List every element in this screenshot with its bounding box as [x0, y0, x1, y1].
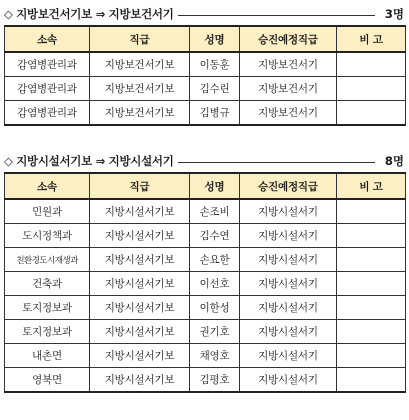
header-name: 성명 [190, 173, 240, 199]
promotion-table [4, 172, 406, 393]
table-row [5, 199, 406, 224]
cell-department: 친환경도시재생과 [5, 248, 90, 272]
cell-promotion-rank: 지방시설서기 [240, 199, 337, 224]
cell-name: 손조비 [190, 199, 240, 224]
table-row [5, 248, 406, 272]
cell-department: 도시정책과 [5, 224, 90, 248]
section-count: 3명 [382, 6, 404, 22]
cell-name: 이선호 [190, 272, 240, 296]
cell-promotion-rank: 지방시설서기 [240, 344, 337, 368]
header-promotion-rank: 승진예정직급 [240, 173, 337, 199]
table-row [5, 101, 406, 126]
cell-remarks [337, 224, 406, 248]
cell-department: 영북면 [5, 368, 90, 393]
table-row [5, 52, 406, 77]
header-remarks: 비 고 [337, 173, 406, 199]
table-header-row [5, 173, 406, 199]
cell-remarks [337, 368, 406, 393]
cell-rank: 지방시설서기보 [90, 344, 190, 368]
cell-remarks [337, 296, 406, 320]
cell-promotion-rank: 지방시설서기 [240, 272, 337, 296]
cell-name: 김병규 [190, 101, 240, 126]
cell-department: 건축과 [5, 272, 90, 296]
cell-remarks [337, 101, 406, 126]
section-title: ◇ 지방시설서기보 ⇒ 지방시설서기 [4, 153, 178, 169]
cell-name: 김평호 [190, 368, 240, 393]
cell-department: 감염병관리과 [5, 52, 90, 77]
cell-promotion-rank: 지방보건서기 [240, 52, 337, 77]
table-row [5, 296, 406, 320]
cell-name: 김수린 [190, 77, 240, 101]
cell-rank: 지방시설서기보 [90, 368, 190, 393]
cell-promotion-rank: 지방보건서기 [240, 101, 337, 126]
table-row [5, 77, 406, 101]
cell-promotion-rank: 지방보건서기 [240, 77, 337, 101]
header-department: 소속 [5, 26, 90, 52]
section-heading [4, 3, 405, 25]
cell-rank: 지방보건서기보 [90, 52, 190, 77]
section-heading [4, 150, 405, 172]
cell-rank: 지방시설서기보 [90, 199, 190, 224]
cell-department: 토지정보과 [5, 320, 90, 344]
cell-remarks [337, 52, 406, 77]
cell-department: 감염병관리과 [5, 77, 90, 101]
table-row [5, 224, 406, 248]
cell-remarks [337, 320, 406, 344]
cell-promotion-rank: 지방시설서기 [240, 248, 337, 272]
header-remarks: 비 고 [337, 26, 406, 52]
cell-rank: 지방시설서기보 [90, 272, 190, 296]
cell-remarks [337, 272, 406, 296]
header-name: 성명 [190, 26, 240, 52]
header-rank: 직급 [90, 173, 190, 199]
cell-promotion-rank: 지방시설서기 [240, 296, 337, 320]
cell-remarks [337, 344, 406, 368]
cell-department: 민원과 [5, 199, 90, 224]
cell-name: 채영호 [190, 344, 240, 368]
cell-rank: 지방시설서기보 [90, 296, 190, 320]
cell-name: 이한성 [190, 296, 240, 320]
header-department: 소속 [5, 173, 90, 199]
table-row [5, 368, 406, 393]
cell-remarks [337, 248, 406, 272]
cell-name: 권기호 [190, 320, 240, 344]
promotion-table [4, 25, 406, 126]
cell-remarks [337, 199, 406, 224]
section-facility-clerk [4, 150, 405, 393]
cell-rank: 지방보건서기보 [90, 77, 190, 101]
cell-name: 김수연 [190, 224, 240, 248]
cell-department: 토지정보과 [5, 296, 90, 320]
table-row [5, 320, 406, 344]
header-rank: 직급 [90, 26, 190, 52]
header-promotion-rank: 승진예정직급 [240, 26, 337, 52]
table-header-row [5, 26, 406, 52]
section-health-clerk [4, 3, 405, 126]
cell-promotion-rank: 지방시설서기 [240, 368, 337, 393]
table-row [5, 344, 406, 368]
cell-name: 손요한 [190, 248, 240, 272]
section-count: 8명 [382, 153, 404, 169]
cell-name: 이동훈 [190, 52, 240, 77]
cell-remarks [337, 77, 406, 101]
table-row [5, 272, 406, 296]
section-title: ◇ 지방보건서기보 ⇒ 지방보건서기 [4, 6, 178, 22]
cell-rank: 지방보건서기보 [90, 101, 190, 126]
cell-rank: 지방시설서기보 [90, 224, 190, 248]
cell-promotion-rank: 지방시설서기 [240, 320, 337, 344]
cell-rank: 지방시설서기보 [90, 320, 190, 344]
cell-promotion-rank: 지방시설서기 [240, 224, 337, 248]
cell-rank: 지방시설서기보 [90, 248, 190, 272]
cell-department: 감염병관리과 [5, 101, 90, 126]
cell-department: 내촌면 [5, 344, 90, 368]
